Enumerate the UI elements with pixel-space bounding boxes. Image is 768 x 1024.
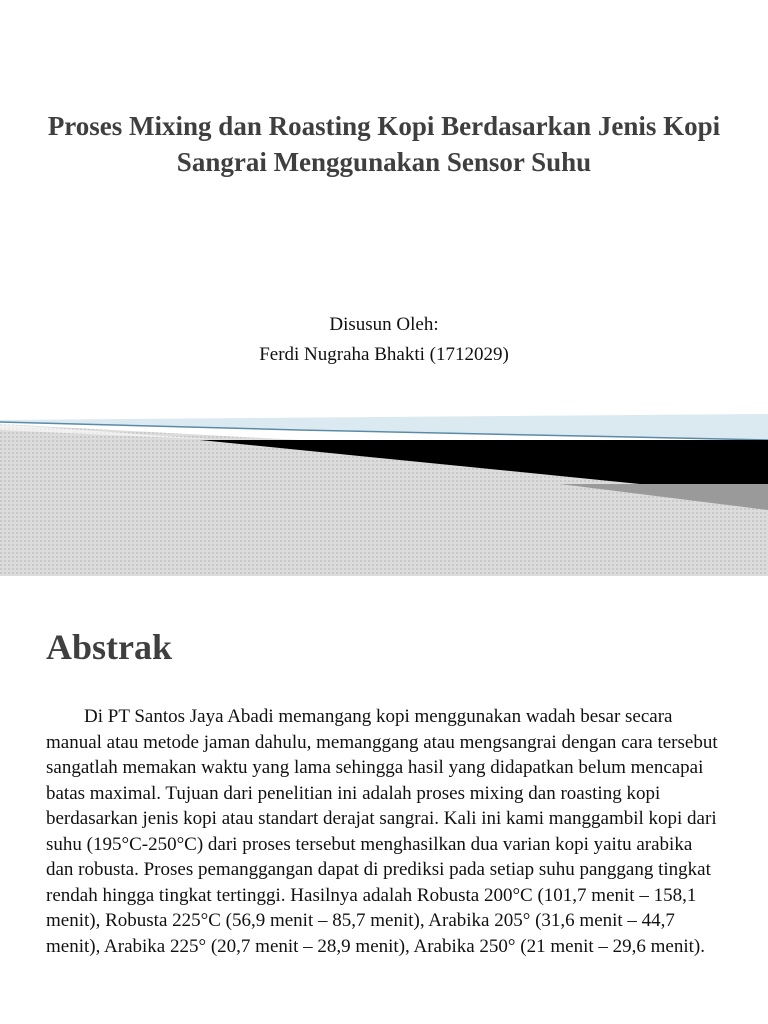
- abstract-body: Di PT Santos Jaya Abadi memangang kopi menggunakan wadah besar secara manual atau metode jaman dahulu, memanggang atau mengsangrai dengan cara tersebut sangatlah memakan waktu yang lama sehingga hasil yang didapatkan belum mencapai batas maximal. Tujuan dari penelitian ini adalah proses mixing dan roasting kopi berdasarkan jenis kopi atau standart derajat sangrai. Kali ini kami manggambil kopi dari suhu (195°C-250°C) dari proses tersebut menghasilkan dua varian kopi yaitu arabika dan robusta. Proses pemanggangan dapat di prediksi pada setiap suhu panggang tingkat rendah hingga tingkat tertinggi. Hasilnya adalah Robusta 200°C (101,7 menit – 158,1 menit), Robusta 225°C (56,9 menit – 85,7 menit), Arabika 205° (31,6 menit – 44,7 menit), Arabika 225° (20,7 menit – 28,9 menit), Arabika 250° (21 menit – 29,6 menit).: [46, 706, 718, 957]
- presentation-title: [0, 108, 768, 180]
- author-label: Disusun Oleh:: [329, 314, 439, 335]
- author-block: [0, 310, 768, 370]
- decorative-band: [0, 400, 768, 576]
- title-line-2: Sangrai Menggunakan Sensor Suhu: [176, 147, 592, 177]
- abstract-heading: Abstrak: [46, 627, 173, 667]
- title-line-1: Proses Mixing dan Roasting Kopi Berdasarkan Jenis Kopi: [47, 111, 721, 141]
- author-name: Ferdi Nugraha Bhakti (1712029): [259, 344, 509, 365]
- abstract-slide: [0, 576, 768, 1024]
